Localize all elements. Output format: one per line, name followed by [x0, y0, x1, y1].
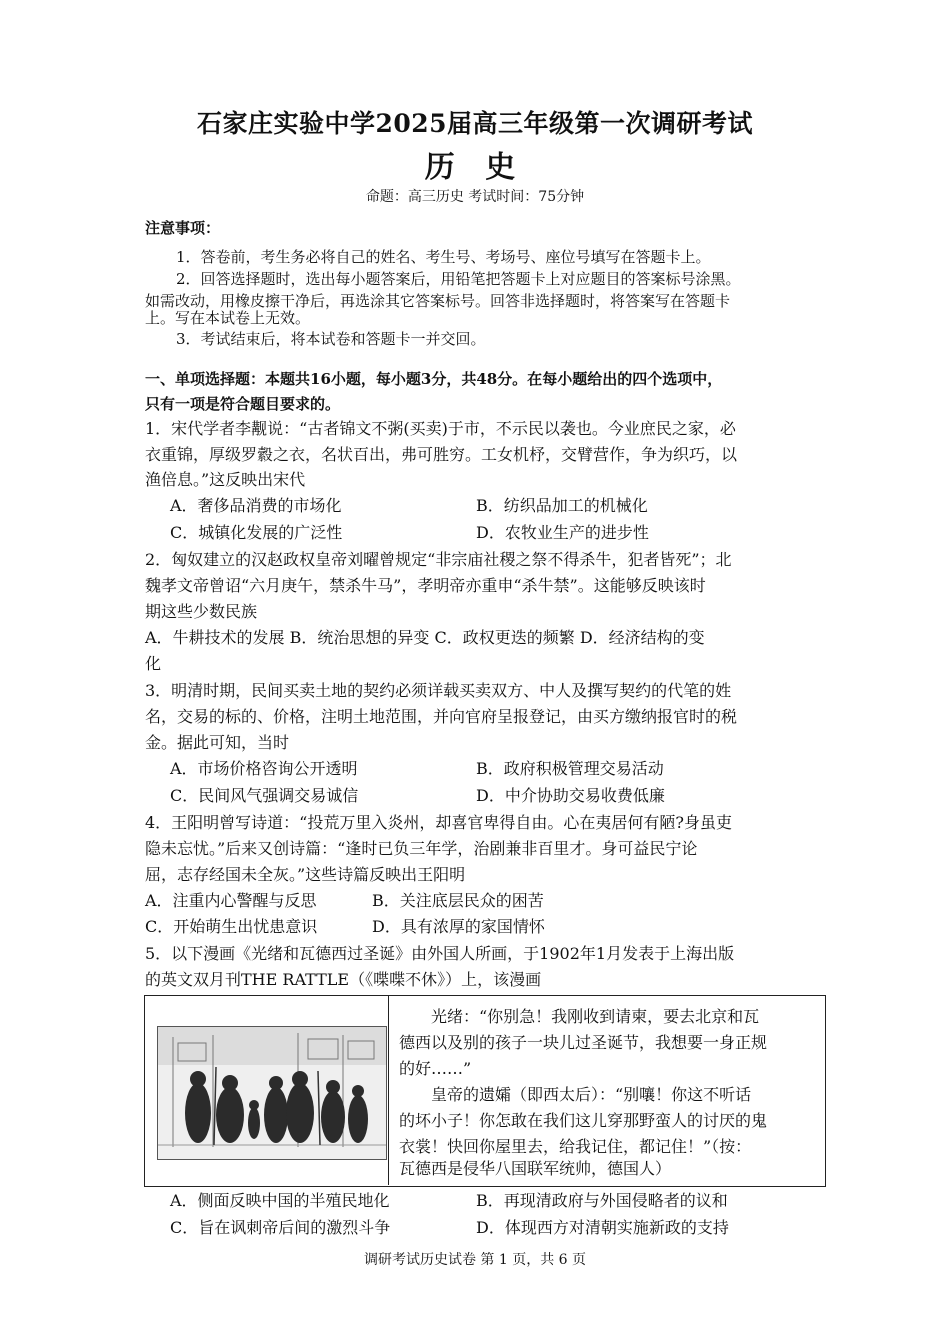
- q1-option-d: D．农牧业生产的进步性: [476, 523, 649, 542]
- cartoon-caption-line1: 光绪：“你别急！我刚收到请柬，要去北京和瓦: [431, 1007, 760, 1026]
- notice-item-2: 2．回答选择题时，选出每小题答案后，用铅笔把答题卡上对应题目的答案标号涂黑。: [176, 270, 741, 288]
- cartoon-caption-line2: 德西以及别的孩子一块儿过圣诞节，我想要一身正规: [399, 1033, 768, 1052]
- q3-option-c: C．民间风气强调交易诚信: [170, 786, 359, 805]
- cartoon-image: [157, 1026, 387, 1160]
- notice-item-1: 1．答卷前，考生务必将自己的姓名、考生号、考场号、座位号填写在答题卡上。: [176, 248, 711, 266]
- exam-meta: 命题：高三历史 考试时间：75分钟: [365, 189, 585, 205]
- notice-item-3: 3．考试结束后，将本试卷和答题卡一并交回。: [176, 330, 486, 348]
- cartoon-table: [144, 995, 826, 1187]
- cartoon-illustration: [158, 1027, 386, 1159]
- q4-option-d: D．具有浓厚的家国情怀: [372, 917, 545, 936]
- cartoon-divider: [388, 996, 389, 1185]
- q3-stem-line2: 名，交易的标的、价格，注明土地范围，并向官府呈报登记，由买方缴纳报官时的税: [145, 707, 738, 726]
- q2-stem-line2: 魏孝文帝曾诏“六月庚午，禁杀牛马”，孝明帝亦重申“杀牛禁”。这能够反映该时: [145, 576, 706, 595]
- q2-stem-line3: 期这些少数民族: [145, 602, 258, 621]
- cartoon-caption-line6: 衣裳！快回你屋里去，给我记住，都记住！”（按：: [399, 1137, 752, 1156]
- q3-stem-line3: 金。据此可知，当时: [145, 733, 290, 752]
- q4-option-b: B．关注底层民众的困苦: [372, 891, 544, 910]
- section-heading-cont: 只有一项是符合题目要求的。: [145, 395, 341, 413]
- cartoon-caption-line4: 皇帝的遗孀（即西太后）：“别嚷！你这不听话: [431, 1085, 752, 1104]
- q5-option-c: C．旨在讽刺帝后间的激烈斗争: [170, 1218, 391, 1237]
- notice-item-2-cont2: 上。写在本试卷上无效。: [145, 309, 311, 327]
- notice-heading: 注意事项：: [145, 219, 221, 237]
- q5-option-a: A．侧面反映中国的半殖民地化: [170, 1191, 390, 1210]
- q2-options: A．牛耕技术的发展 B．统治思想的异变 C．政权更迭的频繁 D．经济结构的变: [145, 628, 705, 647]
- cartoon-caption-line5: 的坏小子！你怎敢在我们这儿穿那野蛮人的讨厌的鬼: [399, 1111, 768, 1130]
- q2-options-wrap: 化: [145, 654, 162, 673]
- q5-stem-line2: 的英文双月刊THE RATTLE（《喋喋不休》）上，该漫画: [145, 970, 542, 989]
- q1-option-a: A．奢侈品消费的市场化: [170, 496, 342, 515]
- q1-stem-line2: 衣重锦，厚级罗縠之衣，名状百出，弗可胜穷。工女机杼，交臂营作，争为织巧，以: [145, 445, 738, 464]
- page-footer: 调研考试历史试卷 第 1 页，共 6 页: [363, 1252, 587, 1268]
- q5-option-d: D．体现西方对清朝实施新政的支持: [476, 1218, 729, 1237]
- q4-stem-line2: 隐未忘忧。”后来又创诗篇：“逢时已负三年学，治剧兼非百里才。身可益民宁论: [145, 839, 698, 858]
- notice-item-2-cont: 如需改动，用橡皮擦干净后，再选涂其它答案标号。回答非选择题时，将答案写在答题卡: [145, 292, 731, 310]
- section-heading: 一、单项选择题：本题共16小题，每小题3分，共48分。在每小题给出的四个选项中，: [145, 370, 723, 388]
- q1-option-c: C．城镇化发展的广泛性: [170, 523, 343, 542]
- q4-option-a: A．注重内心警醒与反思: [145, 891, 317, 910]
- q4-stem-line1: 4．王阳明曾写诗道：“投荒万里入炎州，却喜官卑得自由。心在夷居何有陋?身虽吏: [145, 813, 732, 832]
- q5-stem-line1: 5．以下漫画《光绪和瓦德西过圣诞》由外国人所画，于1902年1月发表于上海出版: [145, 944, 735, 963]
- cartoon-caption-line3: 的好……”: [399, 1059, 472, 1078]
- q1-option-b: B．纺织品加工的机械化: [476, 496, 648, 515]
- cartoon-caption-line7: 瓦德西是侵华八国联军统帅，德国人）: [399, 1159, 672, 1178]
- q3-option-a: A．市场价格咨询公开透明: [170, 759, 358, 778]
- q5-option-b: B．再现清政府与外国侵略者的议和: [476, 1191, 728, 1210]
- q1-stem-line1: 1．宋代学者李觏说：“古者锦文不粥(买卖)于市，不示民以袭也。今业庶民之家，必: [145, 419, 736, 438]
- q2-stem-line1: 2．匈奴建立的汉赵政权皇帝刘曜曾规定“非宗庙社稷之祭不得杀牛，犯者皆死”；北: [145, 550, 732, 569]
- q1-stem-line3: 渔倍息。”这反映出宋代: [145, 470, 306, 489]
- q4-option-c: C．开始萌生出忧患意识: [145, 917, 318, 936]
- exam-title: 石家庄实验中学2025届高三年级第一次调研考试: [196, 109, 754, 138]
- q3-option-b: B．政府积极管理交易活动: [476, 759, 664, 778]
- subject-title: 历 史: [424, 150, 526, 185]
- q3-stem-line1: 3．明清时期，民间买卖土地的契约必须详载买卖双方、中人及撰写契约的代笔的姓: [145, 681, 732, 700]
- q3-option-d: D．中介协助交易收费低廉: [476, 786, 665, 805]
- q4-stem-line3: 屈，志存经国未全灰。”这些诗篇反映出王阳明: [145, 865, 466, 884]
